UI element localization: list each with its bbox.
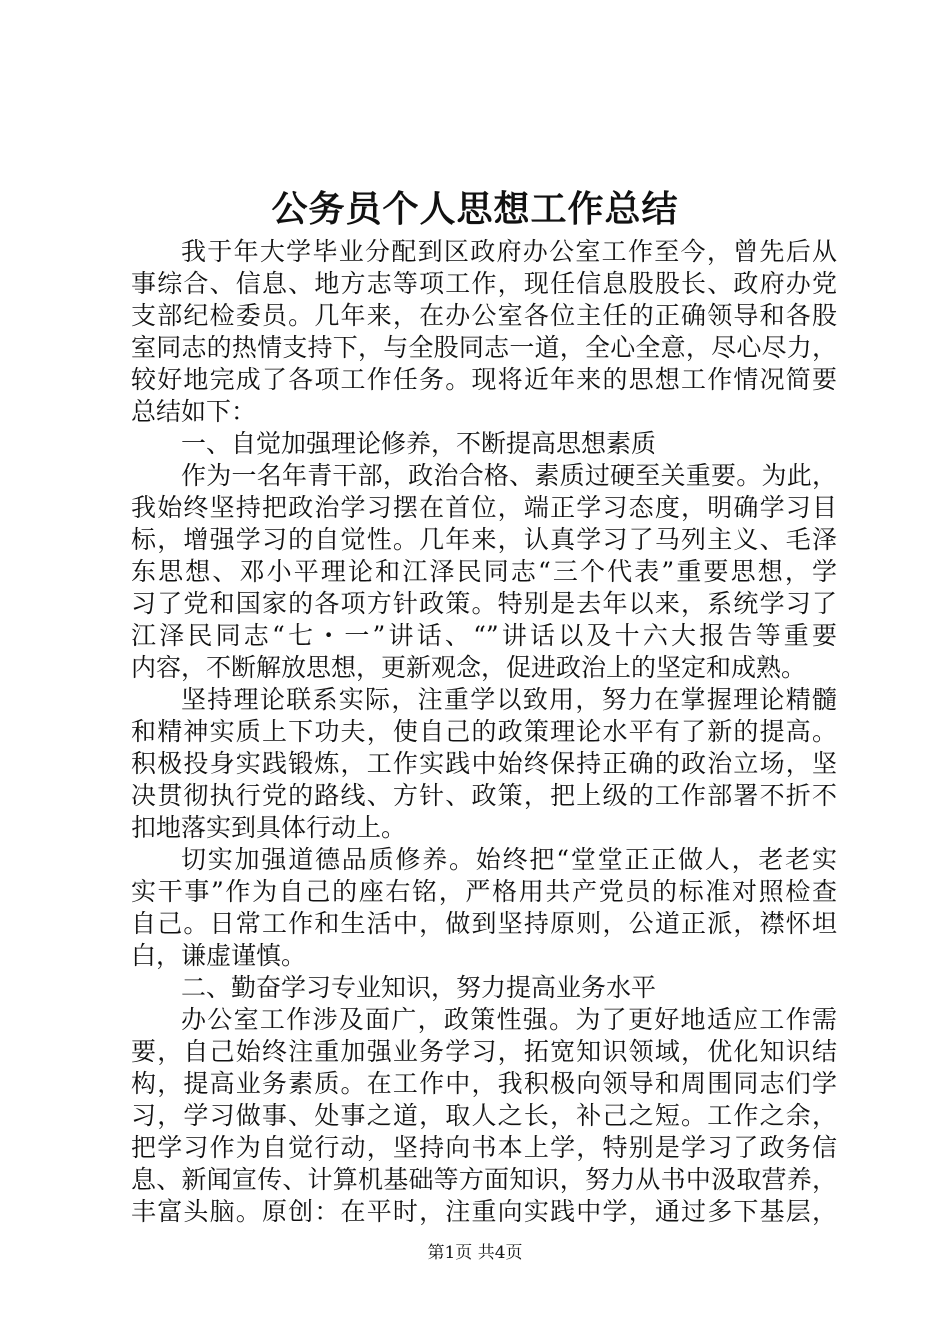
text-line: 江泽民同志“七・一”讲话、“”讲话以及十六大报告等重要 — [131, 621, 837, 650]
text-line: 我于年大学毕业分配到区政府办公室工作至今，曾先后从 — [181, 237, 837, 266]
text-line: 白，谦虚谨慎。 — [131, 941, 307, 970]
text-line: 总结如下： — [131, 397, 257, 426]
text-line: 构，提高业务素质。在工作中，我积极向领导和周围同志们学 — [131, 1069, 837, 1098]
text-line: 切实加强道德品质修养。始终把“堂堂正正做人，老老实 — [181, 845, 837, 874]
text-line: 要，自己始终注重加强业务学习，拓宽知识领域，优化知识结 — [131, 1037, 837, 1066]
text-line: 和精神实质上下功夫，使自己的政策理论水平有了新的提高。 — [131, 717, 837, 746]
text-line: 内容，不断解放思想，更新观念，促进政治上的坚定和成熟。 — [131, 653, 807, 682]
text-line: 一、自觉加强理论修养，不断提高思想素质 — [181, 429, 657, 458]
text-line: 自己。日常工作和生活中，做到坚持原则，公道正派，襟怀坦 — [131, 909, 837, 938]
text-line: 标，增强学习的自觉性。几年来，认真学习了马列主义、毛泽 — [131, 525, 837, 554]
text-line: 支部纪检委员。几年来，在办公室各位主任的正确领导和各股 — [131, 301, 837, 330]
text-line: 东思想、邓小平理论和江泽民同志“三个代表”重要思想，学 — [131, 557, 837, 586]
text-line: 二、勤奋学习专业知识，努力提高业务水平 — [181, 973, 657, 1002]
text-line: 实干事”作为自己的座右铭，严格用共产党员的标准对照检查 — [131, 877, 837, 906]
text-line: 坚持理论联系实际，注重学以致用，努力在掌握理论精髓 — [181, 685, 837, 714]
text-line: 室同志的热情支持下，与全股同志一道，全心全意，尽心尽力， — [131, 333, 837, 362]
text-line: 作为一名年青干部，政治合格、素质过硬至关重要。为此， — [181, 461, 837, 490]
document-title: 公务员个人思想工作总结 — [271, 188, 679, 230]
text-line: 扣地落实到具体行动上。 — [131, 813, 407, 842]
text-line: 丰富头脑。原创：在平时，注重向实践中学，通过多下基层， — [131, 1197, 837, 1226]
text-line: 事综合、信息、地方志等项工作，现任信息股股长、政府办党 — [131, 269, 837, 298]
text-line: 较好地完成了各项工作任务。现将近年来的思想工作情况简要 — [131, 365, 837, 394]
text-line: 把学习作为自觉行动，坚持向书本上学，特别是学习了政务信 — [131, 1133, 837, 1162]
page-footer: 第1页 共4页 — [427, 1243, 523, 1263]
text-line: 决贯彻执行党的路线、方针、政策，把上级的工作部署不折不 — [131, 781, 837, 810]
text-line: 我始终坚持把政治学习摆在首位，端正学习态度，明确学习目 — [131, 493, 837, 522]
text-line: 办公室工作涉及面广，政策性强。为了更好地适应工作需 — [181, 1005, 837, 1034]
text-line: 息、新闻宣传、计算机基础等方面知识，努力从书中汲取营养， — [131, 1165, 837, 1194]
document-body — [131, 236, 837, 1228]
text-line: 积极投身实践锻炼，工作实践中始终保持正确的政治立场，坚 — [131, 749, 837, 778]
text-line: 习，学习做事、处事之道，取人之长，补己之短。工作之余， — [131, 1101, 837, 1130]
text-line: 习了党和国家的各项方针政策。特别是去年以来，系统学习了 — [131, 589, 837, 618]
